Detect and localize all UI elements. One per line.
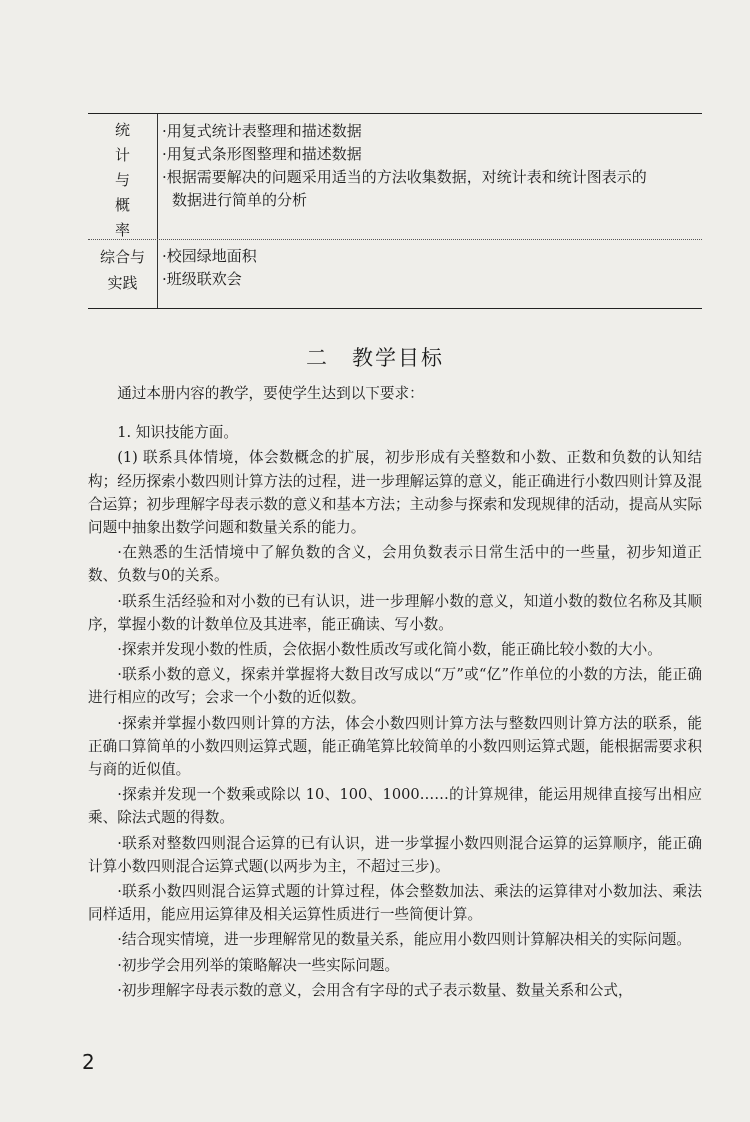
category-char: 统 <box>114 121 130 139</box>
paragraph: ·探索并发现小数的性质，会依据小数性质改写或化简小数，能正确比较小数的大小。 <box>117 641 662 659</box>
category-char: 率 <box>114 221 130 239</box>
paragraph: ·在熟悉的生活情境中了解负数的含义，会用负数表示日常生活中的一些量，初步知道正数、负数与0的关系。 <box>88 544 702 585</box>
category-line: 实践 <box>107 274 138 292</box>
subheading: 1. 知识技能方面。 <box>117 424 238 442</box>
paragraph: ·初步学会用列举的策略解决一些实际问题。 <box>117 956 400 974</box>
paragraph: ·联系小数四则混合运算式题的计算过程，体会整数加法、乘法的运算律对小数加法、乘法同样适用，能应用运算律及相关运算性质进行一些简便计算。 <box>88 883 702 924</box>
paragraph: ·联系生活经验和对小数的已有认识，进一步理解小数的意义，知道小数的数位名称及其顺序，掌握小数的计数单位及其进率，能正确读、写小数。 <box>88 592 702 633</box>
table-item-continuation: 数据进行简单的分析 <box>172 191 308 209</box>
table-item: ·用复式条形图整理和描述数据 <box>162 145 362 163</box>
category-char: 与 <box>114 171 130 189</box>
table-item: ·校园绿地面积 <box>162 247 257 265</box>
paragraph: ·初步理解字母表示数的意义，会用含有字母的式子表示数量、数量关系和公式， <box>117 981 633 999</box>
table-items-practice <box>158 240 702 308</box>
table-items-statistics <box>158 114 702 239</box>
category-line: 综合与 <box>99 248 145 266</box>
paragraph: ·联系对整数四则混合运算的已有认识，进一步掌握小数四则混合运算的运算顺序，能正确计算小数四则混合运算式题(以两步为主，不超过三步)。 <box>88 834 702 875</box>
table-row-practice <box>88 240 702 308</box>
table-category-statistics <box>88 114 158 239</box>
body-text <box>88 378 702 1004</box>
paragraph: ·探索并发现一个数乘或除以 10、100、1000……的计算规律，能运用规律直接写出相应乘、除法式题的得数。 <box>88 786 702 827</box>
intro-paragraph: 通过本册内容的教学，要使学生达到以下要求： <box>117 385 424 402</box>
category-char: 概 <box>114 196 130 214</box>
section-heading: 二 教学目标 <box>306 346 444 370</box>
table-row-statistics <box>88 114 702 239</box>
paragraph: ·结合现实情境，进一步理解常见的数量关系，能应用小数四则计算解决相关的实际问题。 <box>117 931 691 949</box>
paragraph: (1) 联系具体情境，体会数概念的扩展，初步形成有关整数和小数、正数和负数的认知结构；经历探索小数四则计算方法的过程，进一步理解运算的意义，能正确进行小数四则计算及混合运算；初步理解字母表示数的意义和基本方法；主动参与探索和发现规律的活动，提高从实际问题中抽象出数学问题和数量关系的能力。 <box>88 449 702 537</box>
table-bottom-rule <box>88 308 702 309</box>
table-item: ·班级联欢会 <box>162 270 242 288</box>
table-item: ·根据需要解决的问题采用适当的方法收集数据，对统计表和统计图表示的 <box>162 168 647 186</box>
page-number: 2 <box>82 1050 95 1074</box>
paragraph: ·联系小数的意义，探索并掌握将大数目改写成以“万”或“亿”作单位的小数的方法，能正确进行相应的改写；会求一个小数的近似数。 <box>88 666 702 707</box>
paragraph: ·探索并掌握小数四则计算的方法，体会小数四则计算方法与整数四则计算方法的联系，能正确口算简单的小数四则运算式题，能正确笔算比较简单的小数四则运算式题，能根据需要求积与商的近似值。 <box>88 714 702 779</box>
category-char: 计 <box>114 146 130 164</box>
table-category-practice <box>88 240 158 308</box>
table-item: ·用复式统计表整理和描述数据 <box>162 122 362 140</box>
curriculum-table <box>88 113 702 309</box>
